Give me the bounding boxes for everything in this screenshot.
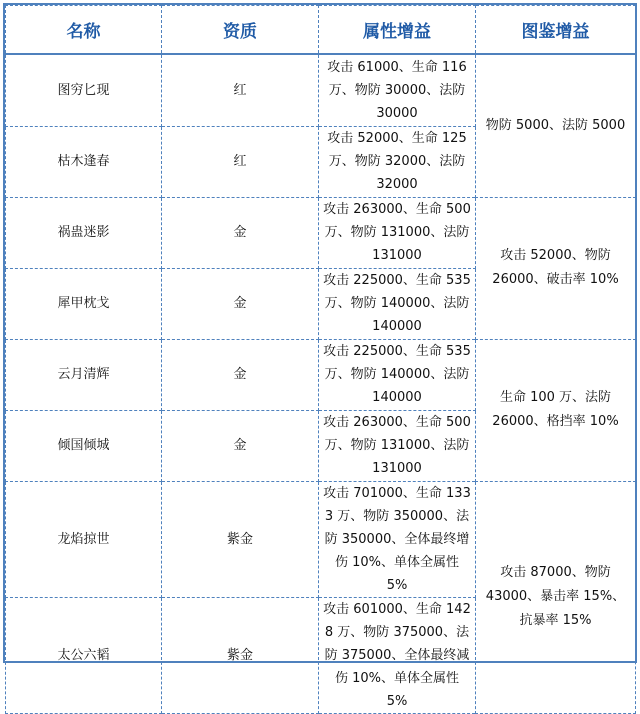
item-attribute: 攻击 263000、生命 500 万、物防 131000、法防 131000 [319, 197, 476, 268]
collection-bonus-4: 攻击 87000、物防 43000、暴击率 15%、抗暴率 15% [476, 481, 636, 713]
item-grade: 金 [162, 410, 319, 481]
item-name: 祸蛊迷影 [6, 197, 162, 268]
table-row [6, 339, 636, 410]
item-grade: 金 [162, 197, 319, 268]
item-name: 犀甲枕戈 [6, 268, 162, 339]
item-name: 倾国倾城 [6, 410, 162, 481]
item-grade: 金 [162, 268, 319, 339]
item-attribute: 攻击 701000、生命 1333 万、物防 350000、法防 350000、全体最终增伤 10%、单体全属性 5% [319, 481, 476, 597]
collection-bonus-3: 生命 100 万、法防 26000、格挡率 10% [476, 339, 636, 481]
item-attribute: 攻击 225000、生命 535 万、物防 140000、法防 140000 [319, 268, 476, 339]
item-name: 云月清辉 [6, 339, 162, 410]
item-grade: 红 [162, 126, 319, 197]
item-grade: 紫金 [162, 481, 319, 597]
header-row [6, 6, 636, 55]
table-row [6, 481, 636, 597]
item-name: 枯木逢春 [6, 126, 162, 197]
item-attribute: 攻击 601000、生命 1428 万、物防 375000、法防 375000、全体最终减伤 10%、单体全属性 5% [319, 597, 476, 713]
item-grade: 紫金 [162, 597, 319, 713]
item-name: 龙焰掠世 [6, 481, 162, 597]
item-attribute: 攻击 225000、生命 535 万、物防 140000、法防 140000 [319, 339, 476, 410]
item-attribute: 攻击 52000、生命 125 万、物防 32000、法防 32000 [319, 126, 476, 197]
header-grade: 资质 [162, 6, 319, 55]
collection-bonus-2: 攻击 52000、物防 26000、破击率 10% [476, 197, 636, 339]
item-name: 太公六韬 [6, 597, 162, 713]
collection-bonus-1: 物防 5000、法防 5000 [476, 54, 636, 197]
item-attribute: 攻击 263000、生命 500 万、物防 131000、法防 131000 [319, 410, 476, 481]
item-grade: 红 [162, 54, 319, 126]
collection-table [5, 5, 636, 714]
item-name: 图穷匕现 [6, 54, 162, 126]
header-name: 名称 [6, 6, 162, 55]
item-grade: 金 [162, 339, 319, 410]
header-attribute-bonus: 属性增益 [319, 6, 476, 55]
collection-table-frame [3, 3, 637, 709]
item-attribute: 攻击 61000、生命 116 万、物防 30000、法防 30000 [319, 54, 476, 126]
table-row [6, 197, 636, 268]
header-collection-bonus: 图鉴增益 [476, 6, 636, 55]
table-row [6, 54, 636, 126]
